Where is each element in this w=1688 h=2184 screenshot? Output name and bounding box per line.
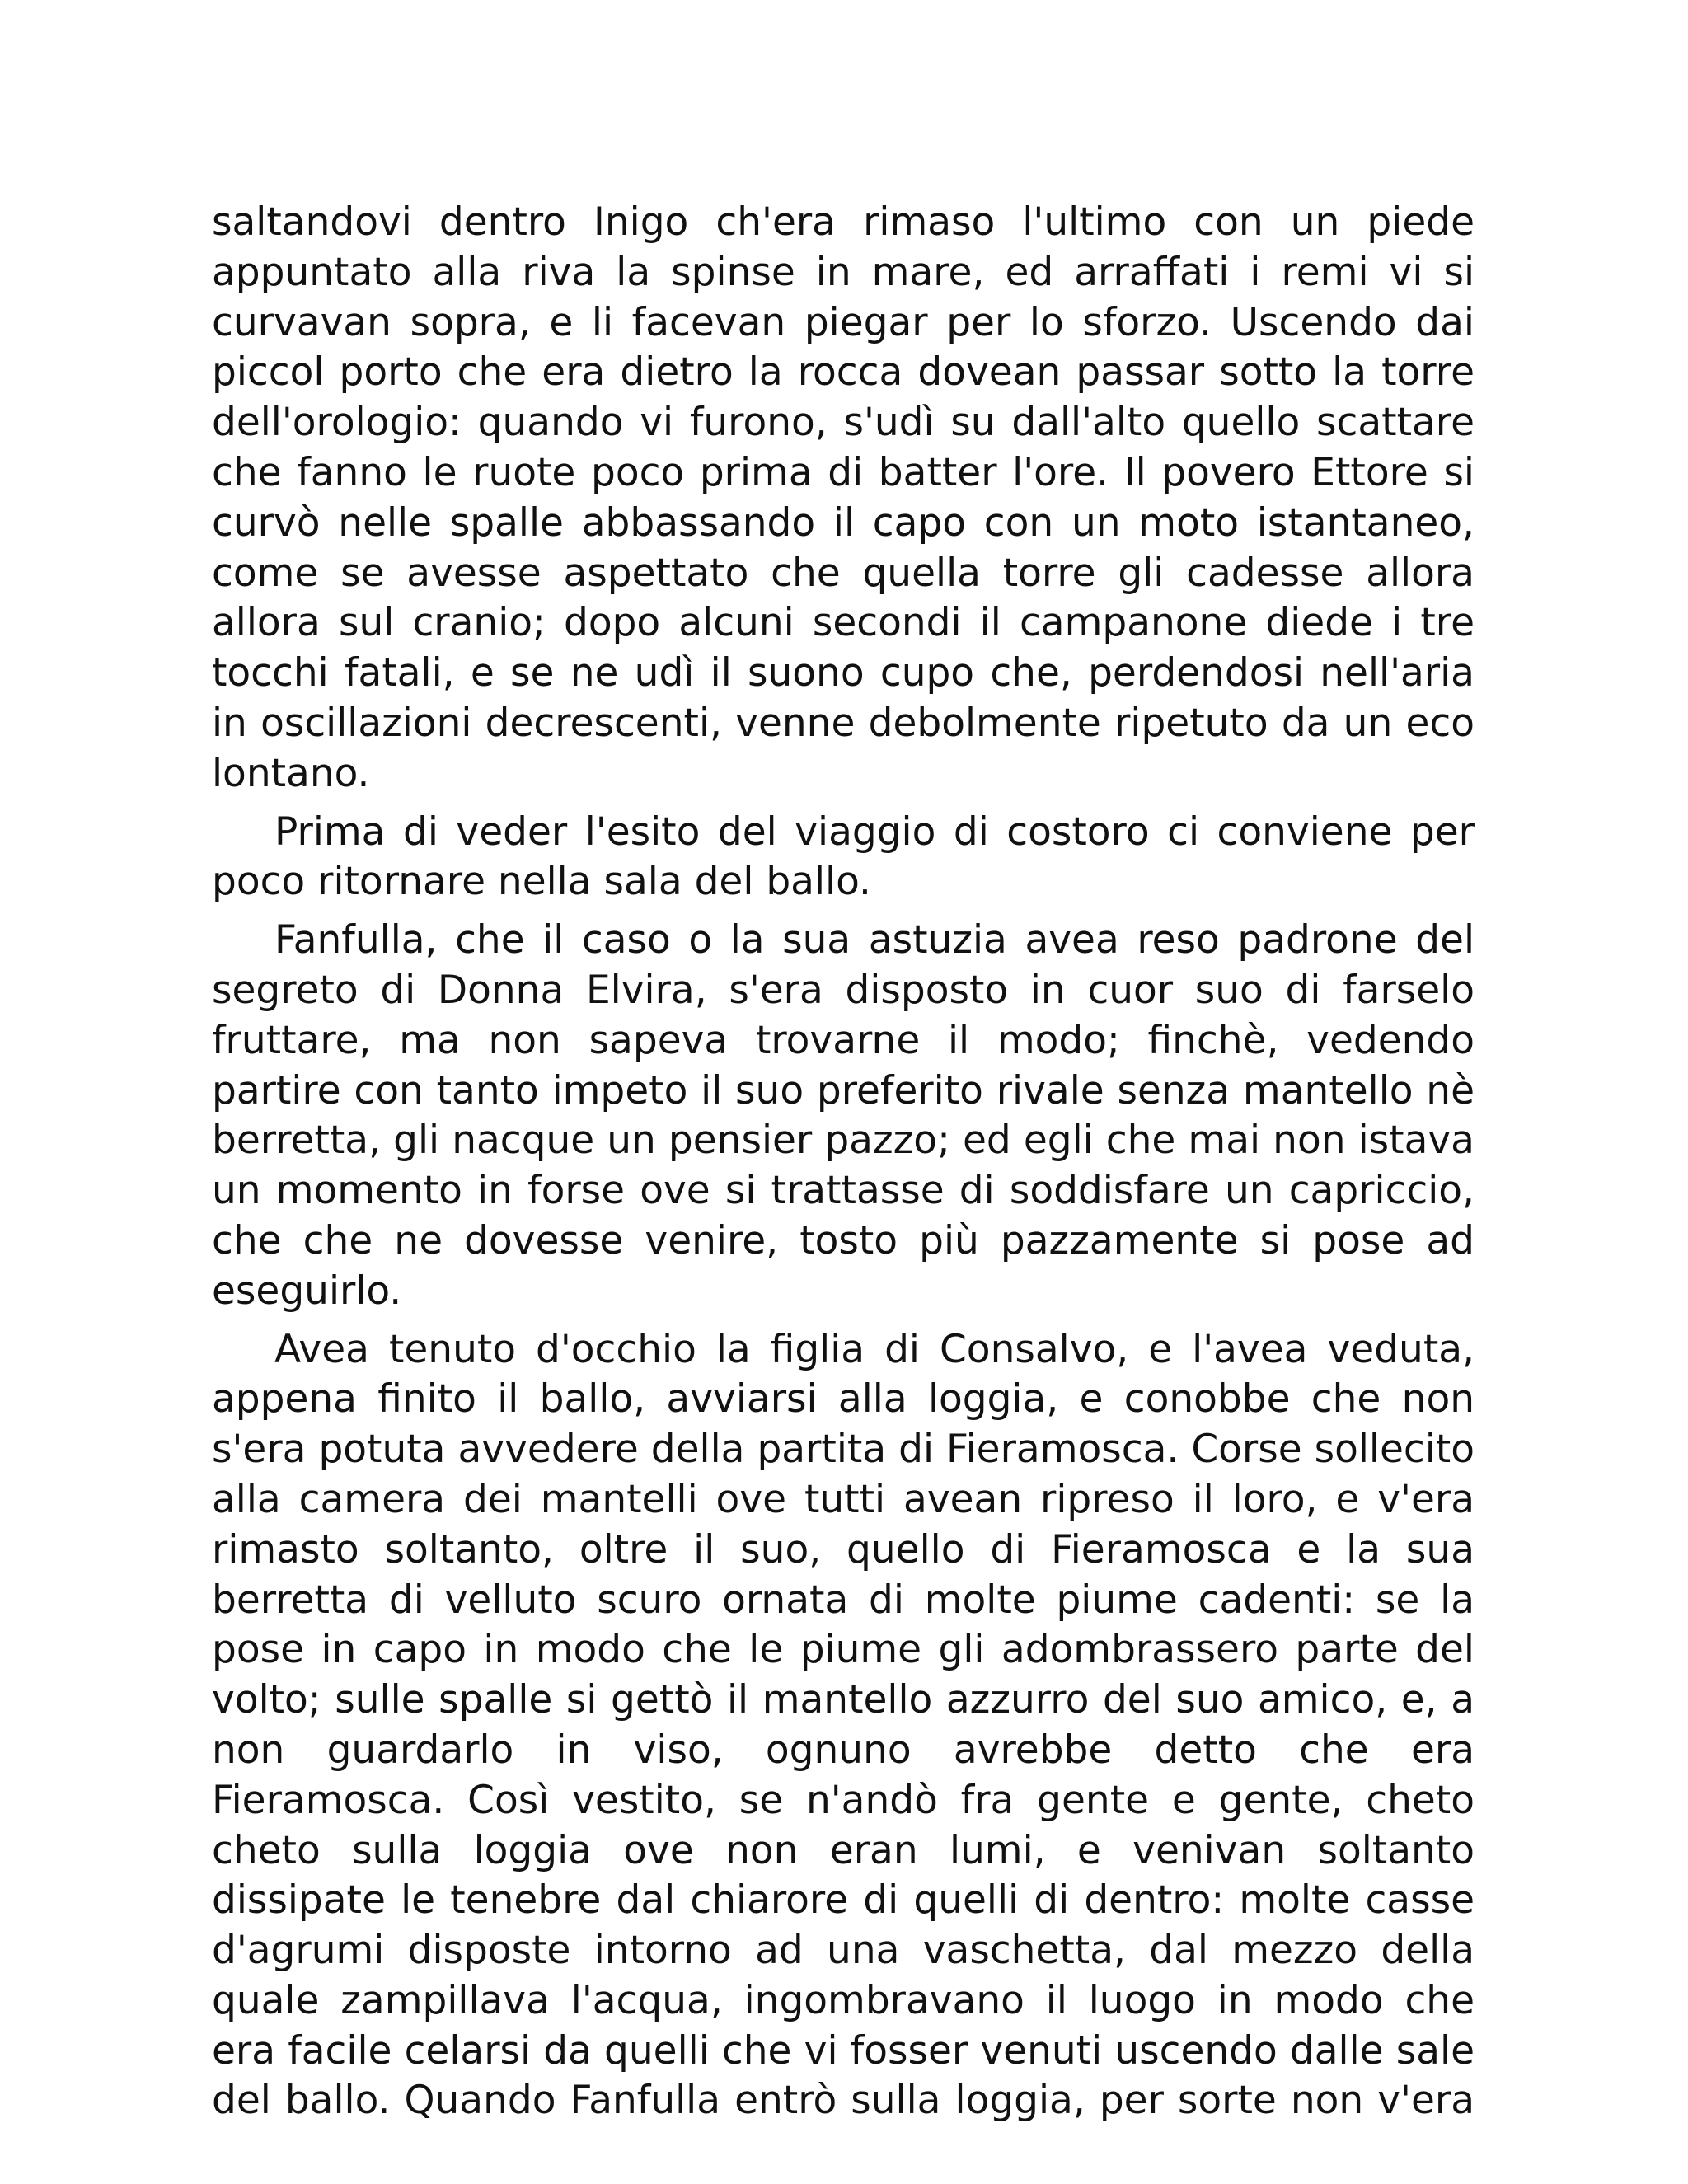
paragraph-3: Fanfulla, che il caso o la sua astuzia avea reso padrone del segreto di Donna Elvira, s'era disposto in cuor suo di farselo fruttare, ma non sapeva trovarne il modo; finchè, vedendo partire con tanto impeto il suo preferito rivale senza mantello nè berretta, gli nacque un pensier pazzo; ed egli che mai non istava un momento in forse ove si trattasse di soddisfare un capriccio, che che ne dovesse venire, tosto più pazzamente si pose ad eseguirlo. [212, 917, 1475, 1314]
paragraph-4: Avea tenuto d'occhio la figlia di Consalvo, e l'avea veduta, appena finito il ballo, avviarsi alla loggia, e conobbe che non s'era potuta avvedere della partita di Fieramosca. Corse sollecito alla camera dei mantelli ove tutti avean ripreso il loro, e v'era rimasto soltanto, oltre il suo, quello di Fieramosca e la sua berretta di velluto scuro ornata di molte piume cadenti: se la pose in capo in modo che le piume gli adombrassero parte del volto; sulle spalle si gettò il mantello azzurro del suo amico, e, a non guardarlo in viso, ognuno avrebbe detto che era Fieramosca. Così vestito, se n'andò fra gente e gente, cheto cheto sulla loggia ove non eran lumi, e venivan soltanto dissipate le tenebre dal chiarore di quelli di dentro: molte casse d'agrumi disposte intorno ad una vaschetta, dal mezzo della quale zampillava l'acqua, ingombravano il luogo in modo che era facile celarsi da quelli che vi fosser venuti uscendo dalle sale del ballo. Quando Fanfulla entrò sulla loggia, per sorte non v'era [212, 1326, 1475, 2124]
paragraph-1: saltandovi dentro Inigo ch'era rimaso l'ultimo con un piede appuntato alla riva la spinse in mare, ed arraffati i remi vi si curvavan sopra, e li facevan piegar per lo sforzo. Uscendo dai piccol porto che era dietro la rocca dovean passar sotto la torre dell'orologio: quando vi furono, s'udì su dall'alto quello scattare che fanno le ruote poco prima di batter l'ore. Il povero Ettore si curvò nelle spalle abbassando il capo con un moto istantaneo, come se avesse aspettato che quella torre gli cadesse allora allora sul cranio; dopo alcuni secondi il campanone diede i tre tocchi fatali, e se ne udì il suono cupo che, perdendosi nell'aria in oscillazioni decrescenti, venne debolmente ripetuto da un eco lontano. [212, 199, 1475, 796]
body-text [212, 198, 1475, 2135]
paragraph-2: Prima di veder l'esito del viaggio di costoro ci conviene per poco ritornare nella sala del ballo. [212, 808, 1475, 905]
